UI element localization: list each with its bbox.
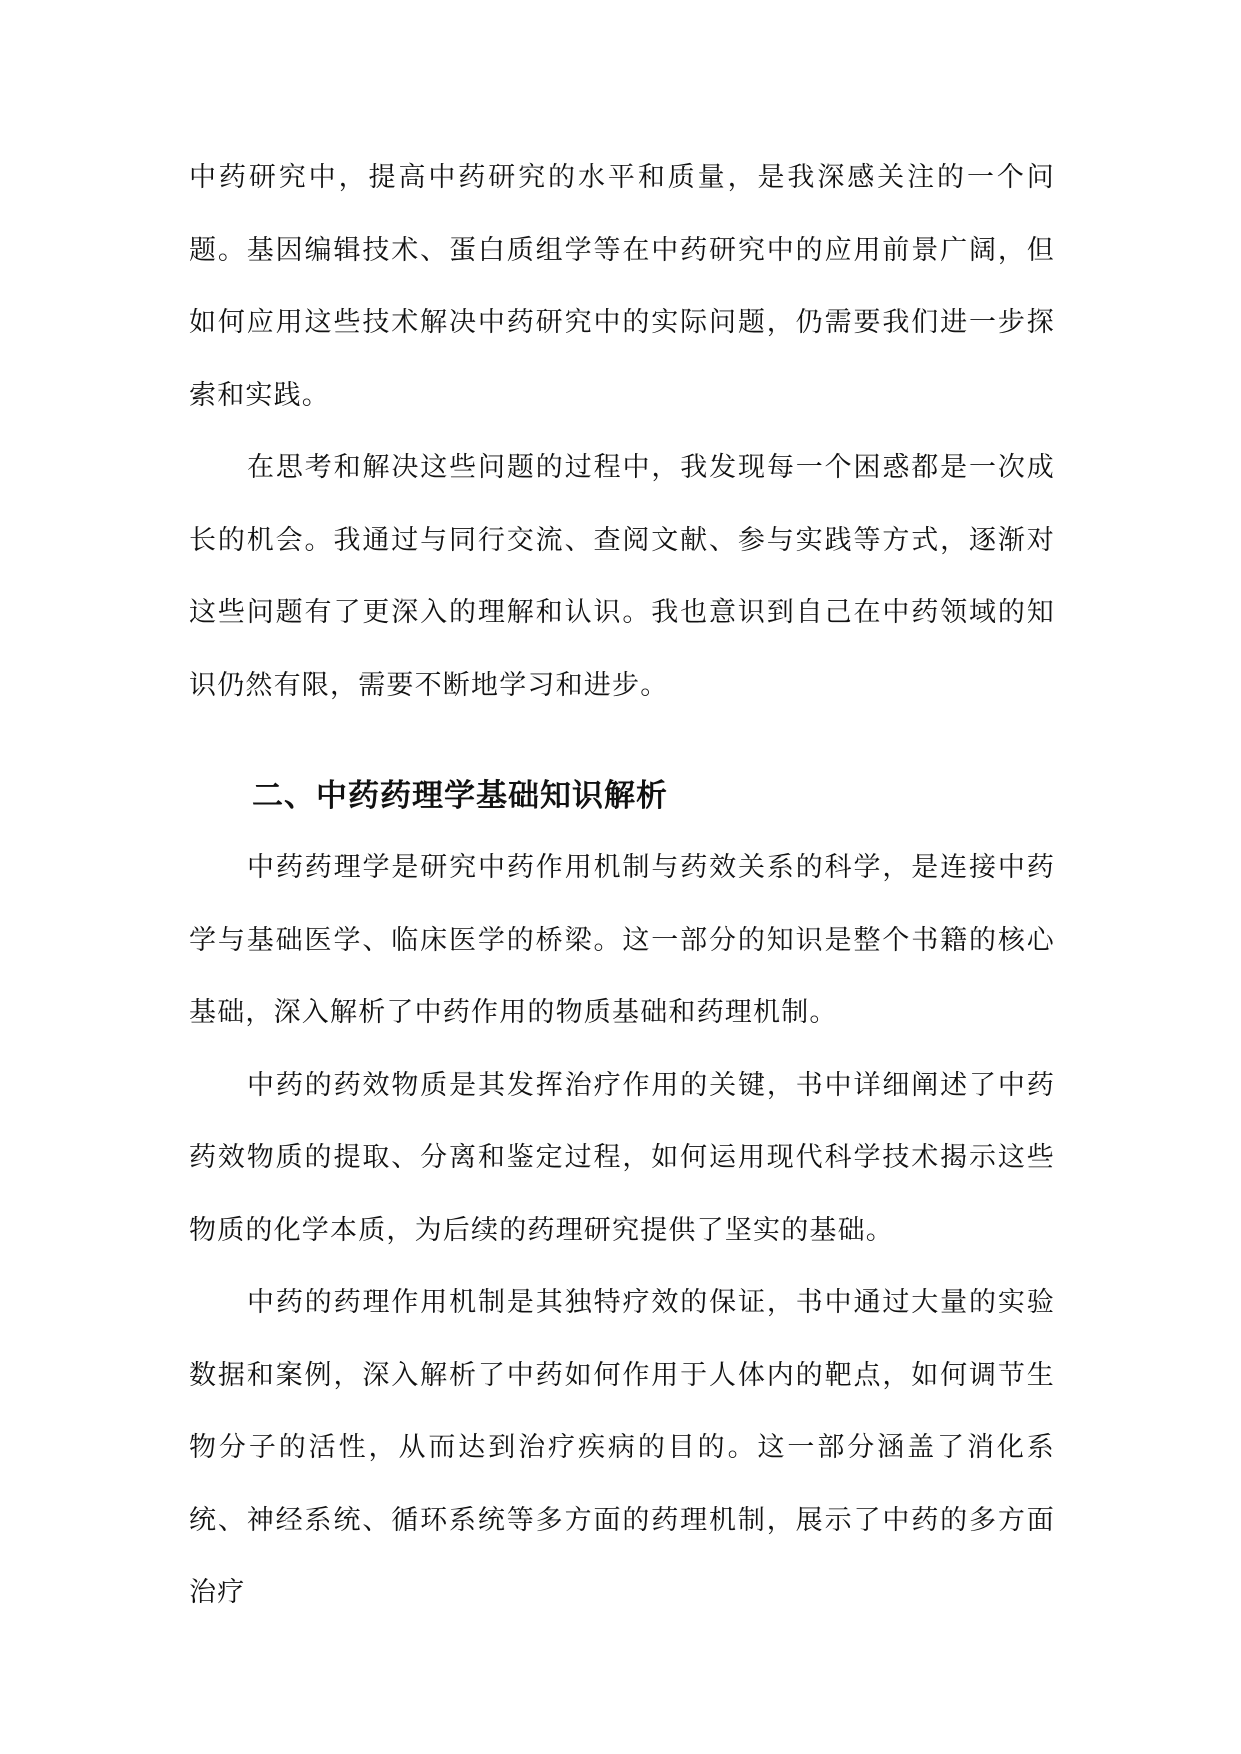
paragraph-reflection: 在思考和解决这些问题的过程中，我发现每一个困惑都是一次成长的机会。我通过与同行交流、查阅文献、参与实践等方式，逐渐对这些问题有了更深入的理解和认识。我也意识到自己在中药领域的知识仍然有限，需要不断地学习和进步。 [189,452,1055,701]
paragraph-mechanism: 中药的药理作用机制是其独特疗效的保证，书中通过大量的实验数据和案例，深入解析了中药如何作用于人体内的靶点，如何调节生物分子的活性，从而达到治疗疾病的目的。这一部分涵盖了消化系统、神经系统、循环系统等多方面的药理机制，展示了中药的多方面治疗 [189,1287,1055,1608]
paragraph-continuation: 中药研究中，提高中药研究的水平和质量，是我深感关注的一个问题。基因编辑技术、蛋白质组学等在中药研究中的应用前景广阔，但如何应用这些技术解决中药研究中的实际问题，仍需要我们进一步探索和实践。 [189,162,1055,411]
paragraph-active-substances: 中药的药效物质是其发挥治疗作用的关键，书中详细阐述了中药药效物质的提取、分离和鉴定过程，如何运用现代科学技术揭示这些物质的化学本质，为后续的药理研究提供了坚实的基础。 [189,1069,1055,1246]
section-heading: 二、中药药理学基础知识解析 [252,778,668,814]
paragraph-pharmacology-intro: 中药药理学是研究中药作用机制与药效关系的科学，是连接中药学与基础医学、临床医学的桥梁。这一部分的知识是整个书籍的核心基础，深入解析了中药作用的物质基础和药理机制。 [189,852,1055,1028]
document-body [189,142,1055,1630]
